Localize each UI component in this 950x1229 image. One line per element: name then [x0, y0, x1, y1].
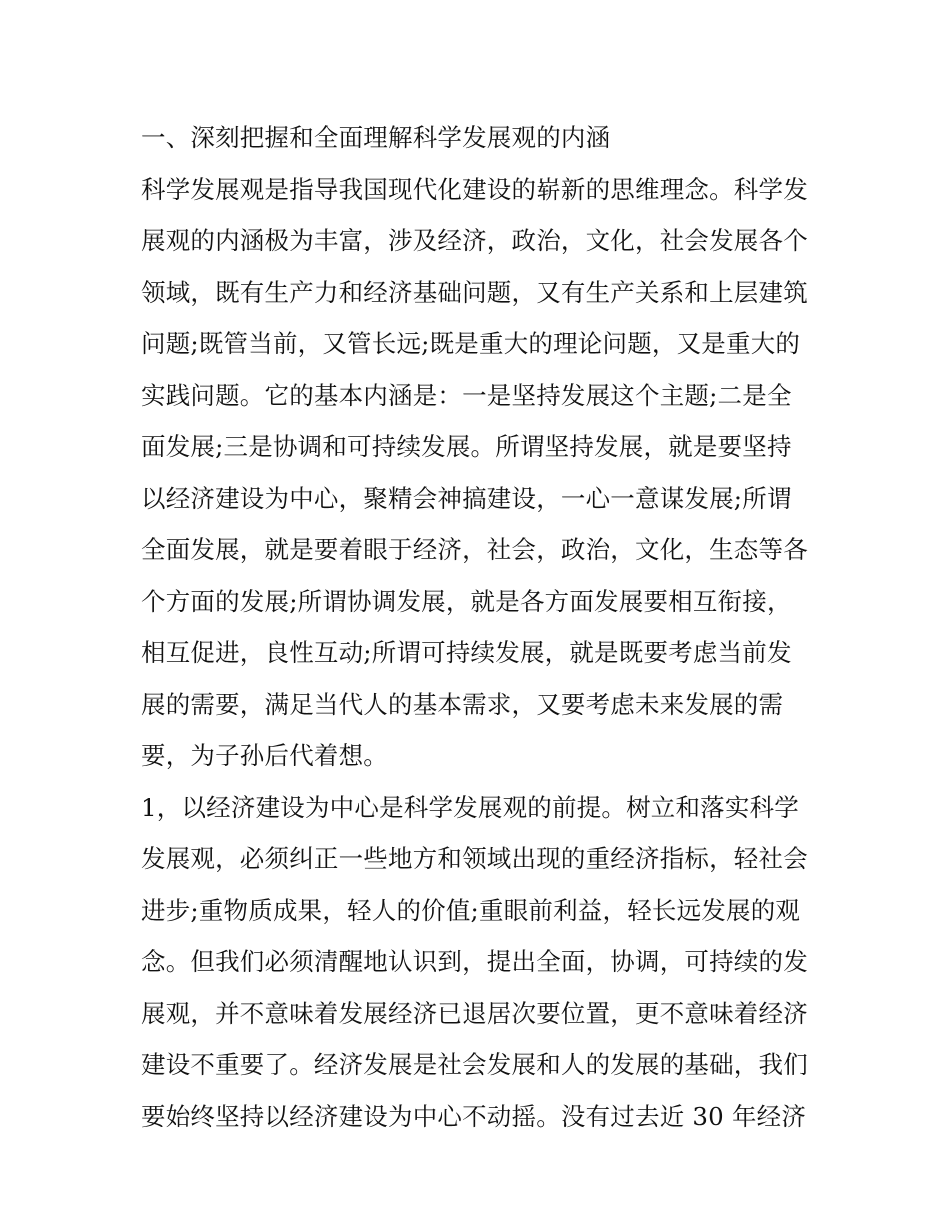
paragraph-line: 建设不重要了。经济发展是社会发展和人的发展的基础，我们 — [141, 1050, 808, 1079]
paragraph-line: 要，为子孙后代着想。 — [141, 741, 388, 770]
paragraph-line: 发展观，必须纠正一些地方和领域出现的重经济指标，轻社会 — [141, 844, 808, 873]
paragraph-line: 以经济建设为中心，聚精会神搞建设，一心一意谋发展;所谓 — [141, 483, 792, 513]
paragraph-line: 展观，并不意味着发展经济已退居次要位置，更不意味着经济 — [141, 998, 808, 1028]
paragraph-line: 进步;重物质成果，轻人的价值;重眼前利益，轻长远发展的观 — [141, 895, 801, 925]
paragraph-line: 科学发展观是指导我国现代化建设的崭新的思维理念。科学发 — [141, 174, 808, 204]
paragraph-line: 面发展;三是协调和可持续发展。所谓坚持发展，就是要坚持 — [141, 432, 792, 461]
section-heading: 一、深刻把握和全面理解科学发展观的内涵 — [141, 123, 611, 152]
paragraph-2 — [141, 782, 816, 1143]
paragraph-line: 念。但我们必须清醒地认识到，提出全面，协调，可持续的发 — [141, 947, 808, 976]
paragraph-line: 1，以经济建设为中心是科学发展观的前提。树立和落实科学 — [141, 792, 799, 822]
paragraph-line: 要始终坚持以经济建设为中心不动摇。没有过去近 30 年经济 — [141, 1101, 807, 1131]
document-body — [141, 112, 816, 1142]
paragraph-line: 问题;既管当前，又管长远;既是重大的理论问题，又是重大的 — [141, 329, 801, 358]
paragraph-line: 个方面的发展;所谓协调发展，就是各方面发展要相互衔接， — [141, 586, 792, 616]
paragraph-line: 全面发展，就是要着眼于经济，社会，政治，文化，生态等各 — [141, 535, 808, 564]
paragraph-line: 相互促进，良性互动;所谓可持续发展，就是既要考虑当前发 — [141, 638, 792, 667]
paragraph-line: 实践问题。它的基本内涵是：一是坚持发展这个主题;二是全 — [141, 380, 792, 410]
paragraph-line: 展观的内涵极为丰富，涉及经济，政治，文化，社会发展各个 — [141, 226, 808, 255]
paragraph-1 — [141, 164, 816, 782]
paragraph-line: 展的需要，满足当代人的基本需求，又要考虑未来发展的需 — [141, 689, 784, 719]
paragraph-line: 领域，既有生产力和经济基础问题，又有生产关系和上层建筑 — [141, 277, 808, 307]
